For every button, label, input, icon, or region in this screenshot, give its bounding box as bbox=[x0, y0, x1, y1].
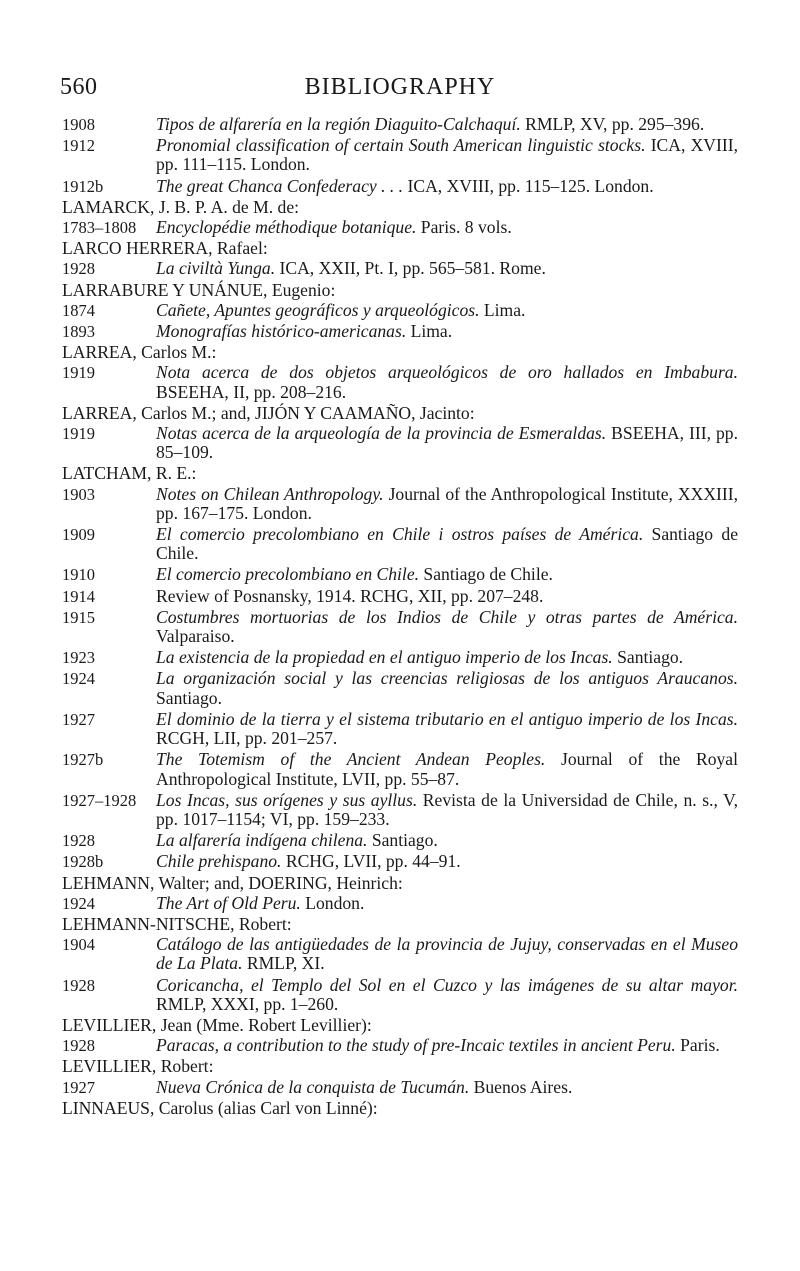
entry-year: 1923 bbox=[62, 648, 95, 668]
entry-year: 1912b bbox=[62, 176, 104, 196]
work-title: Tipos de alfarería en la región Diaguito-Calchaquí. bbox=[156, 114, 521, 134]
author-heading: LARRABURE Y UNÁNUE, Eugenio: bbox=[62, 279, 336, 300]
work-title: Pronomial classification of certain South American linguistic stocks. bbox=[156, 135, 646, 156]
page-number: 560 bbox=[60, 74, 98, 100]
entry-year: 1927 bbox=[62, 1077, 95, 1097]
author-heading: LEVILLIER, Jean (Mme. Robert Levillier): bbox=[62, 1014, 372, 1035]
entry-year: 1915 bbox=[62, 607, 95, 627]
entry-year: 1893 bbox=[62, 322, 95, 342]
bibliography-entry bbox=[62, 136, 738, 174]
entry-year: 1874 bbox=[62, 300, 95, 320]
bibliography-entry bbox=[62, 363, 738, 401]
publication-details: Santiago de Chile. bbox=[419, 564, 553, 585]
work-title: Cañete, Apuntes geográficos y arqueológicos. bbox=[156, 299, 480, 320]
publication-details: Revista de la Universidad de Chile, n. s., V, pp. 1017–1154; VI, pp. 159–233. bbox=[156, 789, 738, 829]
work-title: Monografías histórico-americanas. bbox=[156, 321, 407, 342]
publication-details: BSEEHA, II, pp. 208–216. bbox=[156, 381, 347, 402]
entry-year: 1904 bbox=[62, 935, 95, 955]
entry-citation bbox=[156, 669, 738, 707]
entry-citation bbox=[156, 322, 738, 341]
entry-citation bbox=[156, 648, 738, 667]
entry-citation bbox=[156, 1078, 738, 1097]
entry-year: 1924 bbox=[62, 893, 95, 913]
entry-year: 1919 bbox=[62, 424, 95, 444]
author-heading: LATCHAM, R. E.: bbox=[62, 463, 197, 484]
entry-year: 1912 bbox=[62, 136, 95, 156]
publication-details: RMLP, XV, pp. 295–396. bbox=[520, 114, 705, 134]
work-title: La civiltà Yunga. bbox=[156, 258, 276, 279]
publication-details: Review of Posnansky, 1914. RCHG, XII, pp. 207–248. bbox=[156, 585, 544, 606]
bibliography-entry bbox=[62, 424, 738, 462]
publication-details: RCHG, LVII, pp. 44–91. bbox=[281, 851, 461, 872]
entry-citation bbox=[156, 852, 738, 871]
entry-year: 1914 bbox=[62, 586, 95, 606]
bibliography-entry bbox=[62, 791, 738, 829]
entry-citation bbox=[156, 1036, 738, 1055]
entry-year: 1909 bbox=[62, 525, 95, 545]
bibliography-entry bbox=[62, 894, 738, 913]
publication-details: Paris. 8 vols. bbox=[416, 217, 512, 238]
work-title: Chile prehispano. bbox=[156, 851, 282, 872]
author-heading: LEVILLIER, Robert: bbox=[62, 1056, 214, 1077]
entry-citation bbox=[156, 710, 738, 748]
running-title: BIBLIOGRAPHY bbox=[304, 74, 496, 100]
entry-year: 1924 bbox=[62, 669, 95, 689]
bibliography-entry bbox=[62, 1036, 738, 1055]
entry-year: 1910 bbox=[62, 565, 95, 585]
work-title: The Totemism of the Ancient Andean Peoples. bbox=[156, 749, 546, 770]
work-title: Paracas, a contribution to the study of pre-Incaic textiles in ancient Peru. bbox=[156, 1035, 676, 1056]
publication-details: Santiago de Chile. bbox=[156, 524, 738, 564]
author-heading: LARREA, Carlos M.; and, JIJÓN Y CAAMAÑO, Jacinto: bbox=[62, 402, 475, 423]
bibliography-entry bbox=[62, 976, 738, 1014]
bibliography-entry bbox=[62, 565, 738, 584]
entry-citation bbox=[156, 177, 738, 196]
entry-citation bbox=[156, 894, 738, 913]
author-heading: LINNAEUS, Carolus (alias Carl von Linné): bbox=[62, 1097, 378, 1118]
publication-details: Journal of the Anthropological Institute, XXXIII, pp. 167–175. London. bbox=[156, 483, 739, 523]
bibliography-entry bbox=[62, 301, 738, 320]
work-title: Coricancha, el Templo del Sol en el Cuzco y las imágenes de su altar mayor. bbox=[156, 974, 738, 995]
entry-year: 1928b bbox=[62, 852, 104, 872]
bibliography-entry bbox=[62, 259, 738, 278]
entry-citation bbox=[156, 935, 738, 973]
bibliography-entry bbox=[62, 322, 738, 341]
work-title: La existencia de la propiedad en el antiguo imperio de los Incas. bbox=[156, 647, 613, 668]
page-header bbox=[60, 74, 740, 104]
bibliography-entry bbox=[62, 115, 738, 134]
work-title: La alfarería indígena chilena. bbox=[156, 830, 368, 851]
publication-details: ICA, XVIII, pp. 111–115. London. bbox=[156, 135, 738, 175]
bibliography-entry bbox=[62, 525, 738, 563]
entry-citation bbox=[156, 525, 738, 563]
entry-citation bbox=[156, 485, 738, 523]
bibliography-entry bbox=[62, 710, 738, 748]
author-heading: LARCO HERRERA, Rafael: bbox=[62, 238, 268, 259]
work-title: The Art of Old Peru. bbox=[156, 892, 301, 913]
publication-details: Buenos Aires. bbox=[469, 1076, 573, 1097]
work-title: Encyclopédie méthodique botanique. bbox=[156, 217, 417, 238]
bibliography-entry bbox=[62, 935, 738, 973]
publication-details: Journal of the Royal Anthropological Institute, LVII, pp. 55–87. bbox=[156, 749, 738, 789]
publication-details: Valparaiso. bbox=[156, 626, 235, 647]
entry-citation bbox=[156, 136, 738, 174]
entry-citation bbox=[156, 791, 738, 829]
entry-year: 1903 bbox=[62, 484, 95, 504]
entry-year: 1928 bbox=[62, 1036, 95, 1056]
work-title: El dominio de la tierra y el sistema tributario en el antiguo imperio de los Incas. bbox=[156, 708, 738, 729]
entry-citation bbox=[156, 831, 738, 850]
entry-citation bbox=[156, 424, 738, 462]
entry-citation bbox=[156, 218, 738, 237]
author-heading: LARREA, Carlos M.: bbox=[62, 342, 217, 363]
bibliography-entry bbox=[62, 608, 738, 646]
entry-year: 1927–1928 bbox=[62, 790, 137, 810]
entry-citation bbox=[156, 115, 738, 134]
publication-details: Paris. bbox=[675, 1035, 720, 1056]
publication-details: Santiago. bbox=[367, 830, 438, 851]
work-title: Notas acerca de la arqueología de la provincia de Esmeraldas. bbox=[156, 423, 607, 444]
bibliography-entry bbox=[62, 587, 738, 606]
bibliography-entry bbox=[62, 669, 738, 707]
publication-details: Lima. bbox=[479, 299, 526, 320]
bibliography-entry bbox=[62, 1078, 738, 1097]
entry-year: 1908 bbox=[62, 115, 95, 134]
author-heading: LEHMANN, Walter; and, DOERING, Heinrich: bbox=[62, 872, 403, 893]
entry-citation bbox=[156, 363, 738, 401]
author-heading: LAMARCK, J. B. P. A. de M. de: bbox=[62, 196, 300, 217]
work-title: Nueva Crónica de la conquista de Tucumán. bbox=[156, 1076, 470, 1097]
entry-citation bbox=[156, 301, 738, 320]
work-title: Nota acerca de dos objetos arqueológicos de oro hallados en Imbabura. bbox=[156, 362, 738, 383]
entry-citation bbox=[156, 608, 738, 646]
entry-year: 1928 bbox=[62, 975, 95, 995]
work-title: El comercio precolombiano en Chile. bbox=[156, 564, 420, 585]
publication-details: Santiago. bbox=[612, 647, 684, 668]
work-title: El comercio precolombiano en Chile i ostros países de América. bbox=[156, 524, 644, 545]
entry-citation bbox=[156, 750, 738, 788]
bibliography-entry bbox=[62, 750, 738, 788]
bibliography-entry bbox=[62, 485, 738, 523]
bibliography-entry bbox=[62, 218, 738, 237]
publication-details: RCGH, LII, pp. 201–257. bbox=[156, 728, 338, 749]
bibliography-entry bbox=[62, 648, 738, 667]
entry-citation bbox=[156, 976, 738, 1014]
entry-citation bbox=[156, 259, 738, 278]
bibliography-list bbox=[62, 115, 738, 1119]
work-title: La organización social y las creencias religiosas de los antiguos Araucanos. bbox=[156, 668, 738, 689]
entry-year: 1928 bbox=[62, 259, 95, 279]
publication-details: ICA, XXII, Pt. I, pp. 565–581. Rome. bbox=[275, 258, 546, 279]
entry-year: 1927 bbox=[62, 709, 95, 729]
entry-year: 1928 bbox=[62, 831, 95, 851]
entry-citation bbox=[156, 587, 738, 606]
publication-details: RMLP, XXXI, pp. 1–260. bbox=[156, 993, 339, 1014]
bibliography-entry bbox=[62, 831, 738, 850]
entry-year: 1919 bbox=[62, 363, 95, 383]
work-title: Los Incas, sus orígenes y sus ayllus. bbox=[156, 789, 418, 810]
publication-details: ICA, XVIII, pp. 115–125. London. bbox=[403, 175, 654, 196]
bibliography-entry bbox=[62, 852, 738, 871]
work-title: The great Chanca Confederacy . . . bbox=[156, 175, 404, 196]
publication-details: Santiago. bbox=[156, 687, 222, 708]
publication-details: BSEEHA, III, pp. 85–109. bbox=[156, 423, 738, 463]
entry-year: 1927b bbox=[62, 750, 104, 770]
entry-year: 1783–1808 bbox=[62, 218, 137, 238]
publication-details: RMLP, XI. bbox=[242, 953, 325, 974]
entry-citation bbox=[156, 565, 738, 584]
work-title: Notes on Chilean Anthropology. bbox=[156, 483, 384, 504]
bibliography-entry bbox=[62, 177, 738, 196]
work-title: Catálogo de las antigüedades de la provincia de Jujuy, conservadas en el Museo de La Plata. bbox=[156, 934, 738, 974]
publication-details: Lima. bbox=[406, 321, 453, 342]
work-title: Costumbres mortuorias de los Indios de Chile y otras partes de América. bbox=[156, 606, 738, 627]
author-heading: LEHMANN-NITSCHE, Robert: bbox=[62, 913, 292, 934]
publication-details: London. bbox=[300, 892, 365, 913]
